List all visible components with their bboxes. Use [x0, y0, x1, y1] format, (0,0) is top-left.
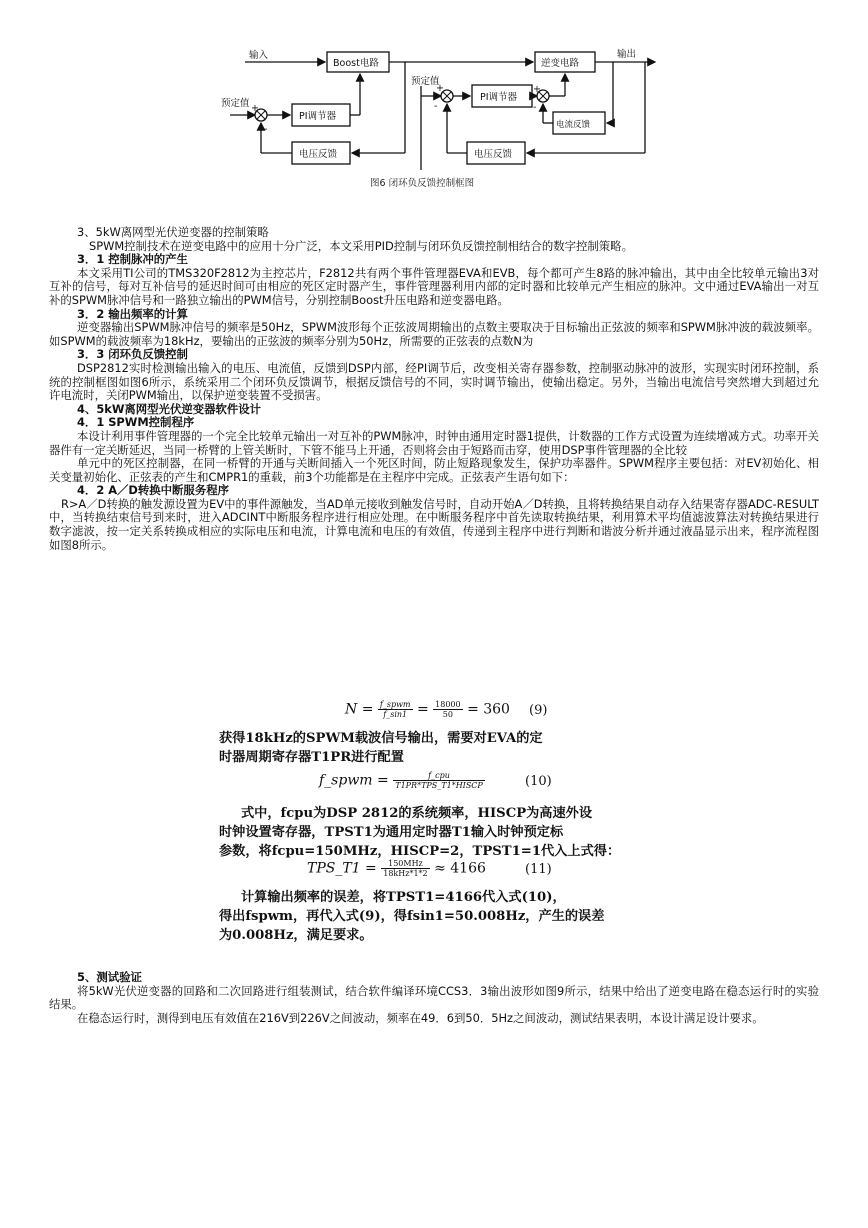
label-plus-2: +	[436, 83, 444, 94]
formula-line-5: 参数，将fcpu=150MHz，HISCP=2，TPST1=1代入上式得：	[219, 844, 621, 859]
eq9-fraction-2	[433, 700, 462, 719]
formula-line-3: 式中，fcpu为DSP 2812的系统频率，HISCP为高速外设	[241, 806, 593, 821]
equation-10	[319, 771, 485, 790]
section-4-title: 4、5kW离网型光伏逆变器软件设计	[77, 401, 262, 416]
section-4-1-body-1: 本设计利用事件管理器的一个完全比较单元输出一对互补的PWM脉冲，时钟由通用定时器1提供，计数器的工作方式设置为连续增减方式。功率开关器件有一定关断延迟，当同一桥臂的上管关断时，下管不能马上开通，否则将会由于短路而击穿，使用DSP事件管理器的全比较	[49, 428, 819, 457]
label-setpoint-1: 预定值	[221, 98, 250, 109]
section-3-1-title: 3．1 控制脉冲的产生	[77, 252, 188, 267]
section-3-intro: SPWM控制技术在逆变电路中的应用十分广泛，本文采用PID控制与闭环负反馈控制相结合的数字控制策略。	[88, 238, 633, 253]
section-3-2-body: 逆变器输出SPWM脉冲信号的频率是50Hz，SPWM波形每个正弦波周期输出的点数主要取决于目标输出正弦波的频率和SPWM脉冲波的载波频率。如SPWM的载波频率为18kHz，要输出的正弦波的频率分别为50Hz，所需要的正弦表的点数N为	[49, 320, 819, 348]
section-3-title: 3、5kW离网型光伏逆变器的控制策略	[77, 225, 269, 239]
eq10-num: f_cpu	[393, 771, 485, 781]
eq11-rhs: ≈ 4166	[434, 860, 486, 877]
section-4-2-title: 4．2 A／D转换中断服务程序	[77, 483, 229, 498]
section-5	[49, 970, 819, 1025]
eq10-lhs: f_spwm =	[319, 772, 389, 789]
section-5-paragraph-1: 将5kW光伏逆变器的回路和二次回路进行组装测试，结合软件编译环境CCS3．3输出波形如图9所示，结果中给出了逆变电路在稳态运行时的实验结果。	[49, 983, 819, 1012]
article-body	[49, 225, 819, 552]
label-plus-3: +	[533, 84, 541, 95]
section-3-1-body: 本文采用TI公司的TMS320F2812为主控芯片，F2812共有两个事件管理器EVA和EVB，每个都可产生8路的脉冲输出，其中由全比较单元输出3对互补的信号，每对互补信号的延迟时间可由相应的死区定时器产生，事件管理器利用内部的定时器和比较单元产生相应的脉冲。文中通过EVA输出一对互补的SPWM脉冲信号和一路独立输出的PWM信号，分别控制Boost升压电路和逆变器电路。	[49, 265, 819, 307]
label-inverter: 逆变电路	[541, 58, 580, 69]
section-4-1-body-2: 单元中的死区控制器，在同一桥臂的开通与关断间插入一个死区时间，防止短路现象发生，保护功率器件。SPWM程序主要包括：对EV初始化、相关变量初始化、正弦表的产生和CMPR1的重载，前3个功能都是在主程序中完成。正弦表产生语句如下：	[49, 456, 819, 484]
section-5-title: 5、测试验证	[77, 970, 142, 984]
label-minus-2: -	[434, 101, 438, 112]
eq9-frac2-num: 18000	[435, 700, 461, 709]
eq11-num: 150MHz	[381, 859, 429, 869]
formula-line-6: 计算输出频率的误差，将TPST1=4166代入式(10)，	[241, 890, 566, 905]
formula-line-2: 时器周期寄存器T1PR进行配置	[219, 750, 404, 765]
section-4-2-body: R>A／D转换的触发源设置为EV中的事件源触发，当AD单元接收到触发信号时，自动开始A／D转换，且将转换结果自动存入结果寄存器ADC-RESULT中，当转换结束信号到来时，进入ADCINT中断服务程序进行相应处理。在中断服务程序中首先读取转换结果，利用算术平均值滤波算法对转换结果进行数字滤波，按一定关系转换成相应的实际电压和电流，计算电流和电压的有效值，传递到主程序中进行判断和谐波分析并通过液晶显示出来，程序流程图如图8所示。	[49, 496, 819, 552]
figure-6-block-diagram	[215, 40, 660, 192]
formula-line-1: 获得18kHz的SPWM载波信号输出，需要对EVA的定	[219, 731, 543, 746]
label-pi-1: PI调节器	[299, 111, 337, 122]
eq10-fraction	[393, 771, 485, 790]
figure-6-svg	[215, 40, 660, 192]
equation-9	[345, 700, 510, 719]
formula-block	[219, 694, 653, 944]
formula-line-4: 时钟设置寄存器，TPST1为通用定时器T1输入时钟预定标	[219, 825, 564, 840]
eq11-lhs: TPS_T1 =	[307, 860, 377, 877]
eq9-eq: =	[416, 701, 429, 718]
eq11-den: 18kHz*1*2	[383, 869, 428, 878]
label-boost: Boost电路	[333, 58, 379, 69]
eq10-den: T1PR*TPS_T1*HISCP	[395, 781, 483, 790]
eq9-frac1-den: f_sin1	[383, 710, 408, 719]
formula-line-8: 为0.008Hz，满足要求。	[219, 928, 373, 943]
eq9-lhs: N =	[345, 701, 374, 718]
formula-line-7: 得出fspwm，再代入式(9)，得fsin1=50.008Hz，产生的误差	[219, 909, 605, 924]
equation-11	[307, 859, 486, 878]
eq9-frac2-den: 50	[442, 710, 453, 719]
section-3-2-title: 3．2 输出频率的计算	[77, 306, 188, 321]
section-5-paragraph-2: 在稳态运行时，测得到电压有效值在216V到226V之间波动，频率在49．6到50．5Hz之间波动，测试结果表明，本设计满足设计要求。	[77, 1010, 764, 1025]
section-3-3-title: 3．3 闭环负反馈控制	[77, 347, 188, 362]
label-output: 输出	[617, 49, 637, 60]
eq9-fraction-1	[378, 700, 413, 719]
label-minus-3: -	[533, 102, 537, 113]
label-voltage-feedback-2: 电压反馈	[474, 149, 513, 160]
label-input: 输入	[249, 50, 269, 61]
eq10-number: (10)	[525, 774, 552, 789]
label-current-feedback: 电流反馈	[556, 120, 591, 130]
label-plus-1: +	[251, 103, 259, 114]
label-voltage-feedback-1: 电压反馈	[299, 149, 338, 160]
eq9-rhs: = 360	[467, 701, 510, 718]
label-setpoint-2: 预定值	[411, 76, 440, 87]
figure-6-caption: 图6 闭环负反馈控制框图	[370, 178, 475, 189]
section-3-3-body: DSP2812实时检测输出输入的电压、电流值，反馈到DSP内部，经PI调节后，改变相关寄存器参数，控制驱动脉冲的波形，实现实时闭环控制，系统的控制框图如图6所示，系统采用二个闭环负反馈调节，根据反馈信号的不同，实时调节输出，使输出稳定。另外，当输出电流信号突然增大到超过允许电流时，关闭PWM输出，以保护逆变装置不受损害。	[49, 360, 819, 403]
eq9-number: (9)	[529, 703, 548, 718]
eq9-frac1-num: f_spwm	[379, 700, 411, 709]
label-pi-2: PI调节器	[480, 92, 518, 103]
section-4-1-title: 4．1 SPWM控制程序	[77, 415, 195, 430]
label-minus-1: -	[264, 124, 268, 135]
eq11-number: (11)	[525, 862, 552, 877]
eq11-fraction	[381, 859, 429, 878]
